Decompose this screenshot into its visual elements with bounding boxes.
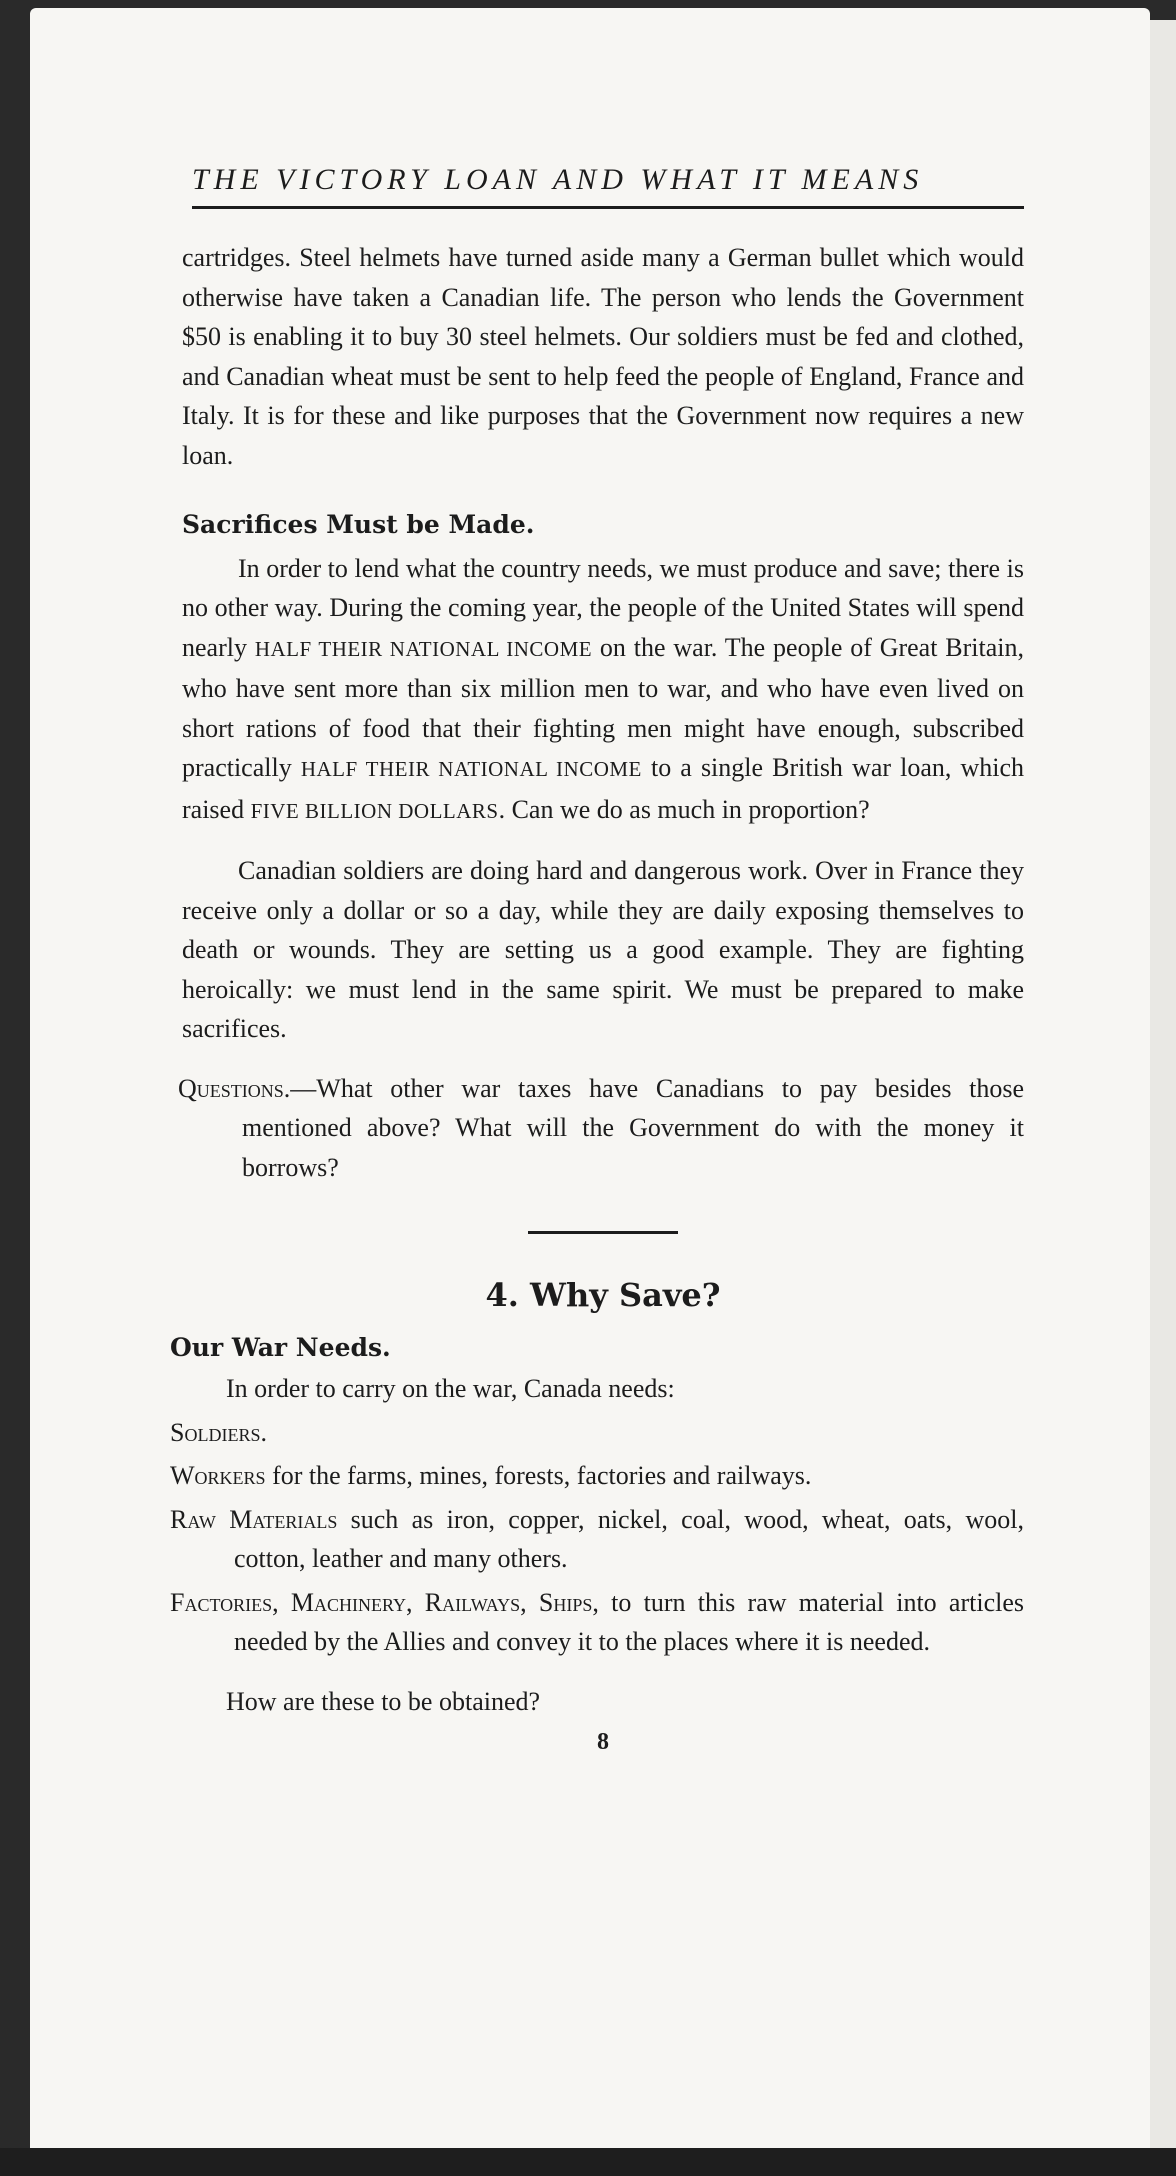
page-number: 8	[597, 1729, 609, 1755]
need-soldiers-label: Soldiers.	[170, 1417, 267, 1447]
questions-paragraph	[178, 1069, 1024, 1188]
paragraph-lend	[182, 549, 1024, 832]
paragraph-how-obtained: How are these to be obtained?	[226, 1686, 541, 1716]
running-header: THE VICTORY LOAN AND WHAT IT MEANS	[192, 163, 924, 196]
section-title: 4. Why Save?	[485, 1276, 721, 1314]
questions-label: Questions.	[178, 1073, 291, 1103]
need-raw-materials-text: such as iron, copper, nickel, coal, wood, wheat, oats, wool, cotton, leather and many others.	[234, 1504, 1024, 1573]
questions-text: —What other war taxes have Canadians to pay besides those mentioned above? What will the Government do with the money it borrows?	[242, 1073, 1024, 1182]
need-workers-label: Workers	[170, 1461, 266, 1490]
paragraph-soldiers: Canadian soldiers are doing hard and dangerous work. Over in France they receive only a dollar or so a day, while they are daily exposing themselves to death or wounds. They are setting us a good example. They are fighting heroically: we must lend in the same spirit. We must be prepared to make sacrifices.	[182, 856, 1024, 1043]
emphasis-half-income-britain: HALF THEIR NATIONAL INCOME	[300, 757, 642, 781]
need-workers-text: for the farms, mines, forests, factories and railways.	[265, 1461, 812, 1490]
paragraph-lend-text-4: . Can we do as much in proportion?	[498, 794, 870, 824]
need-factories-text: , to turn this raw material into articles needed by the Allies and convey it to the places where it is needed.	[234, 1587, 1024, 1656]
paragraph-lend-text-2: on the war. The people of Great Britain, who have sent more than six million men to war, and who have even lived on short rations of food that their fighting men might have enough, subscribed practically	[182, 632, 1024, 782]
paragraph-lend-text-3: to a single British war loan, which raised	[182, 753, 1025, 824]
need-workers	[170, 1456, 1024, 1496]
need-raw-materials-label: Raw Materials	[170, 1504, 338, 1534]
need-factories	[170, 1583, 1024, 1662]
need-raw-materials	[170, 1500, 1024, 1579]
emphasis-five-billion: FIVE BILLION DOLLARS	[250, 798, 499, 823]
page-body	[170, 238, 1025, 1763]
header-rule	[192, 206, 1024, 209]
need-soldiers	[170, 1413, 1024, 1453]
emphasis-half-income-us: HALF THEIR NATIONAL INCOME	[254, 636, 593, 661]
section-divider	[528, 1231, 678, 1234]
heading-war-needs: Our War Needs.	[170, 1332, 391, 1362]
paragraph-needs-intro: In order to carry on the war, Canada needs:	[226, 1374, 675, 1403]
paragraph-cartridges: cartridges. Steel helmets have turned aside many a German bullet which would otherwise have taken a Canadian life. The person who lends the Government $50 is enabling it to buy 30 steel helmets. Our soldiers must be fed and clothed, and Canadian wheat must be sent to help feed the people of England, France and Italy. It is for these and like purposes that the Government now requires a new loan.	[182, 243, 1024, 470]
paragraph-lend-text-1: In order to lend what the country needs, we must produce and save; there is no other way. During the coming year, the people of the United States will spend nearly	[182, 553, 1024, 662]
adjacent-page-edge	[1150, 20, 1176, 2150]
need-factories-label: Factories, Machinery, Railways, Ships	[170, 1587, 593, 1617]
bottom-edge	[0, 2148, 1176, 2176]
heading-sacrifices: Sacrifices Must be Made.	[182, 510, 535, 539]
